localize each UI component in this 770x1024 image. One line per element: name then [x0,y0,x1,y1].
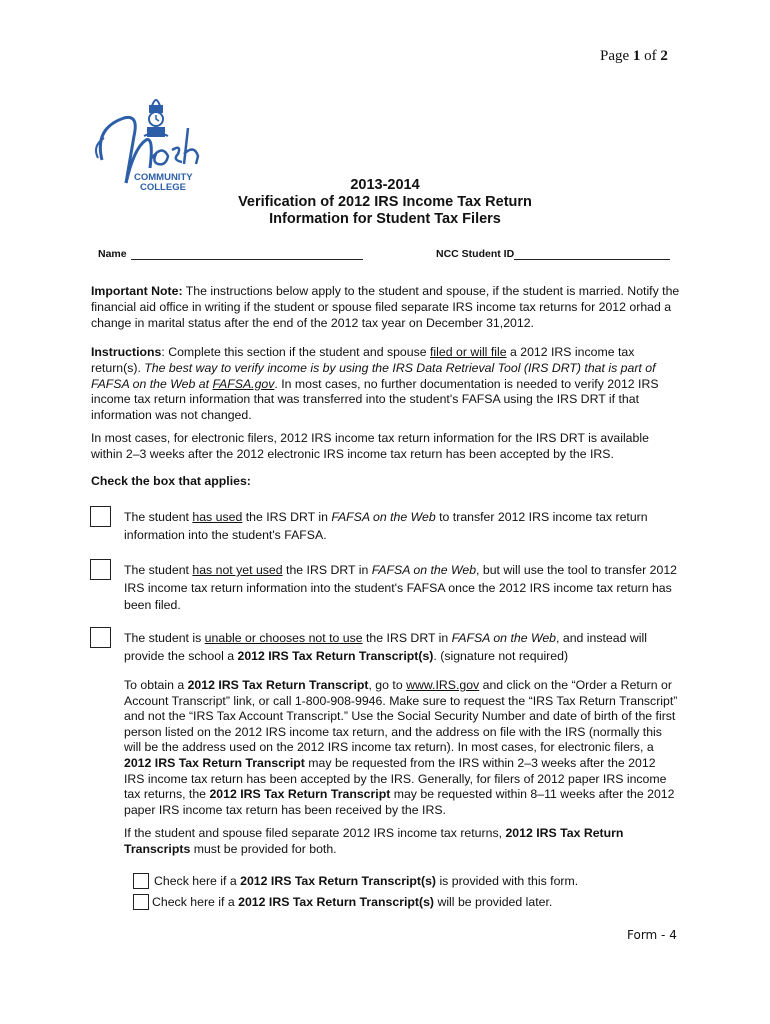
name-label: Name [98,248,127,260]
option2-checkbox[interactable] [90,559,111,580]
form-title [150,177,620,228]
form-number: Form - 4 [627,928,677,942]
instructions-paragraph: Instructions: Complete this section if the student and spouse filed or will file a 2012 IRS income tax return(s). The best way to verify income is by using the IRS Data Retrieval Tool (IRS DRT) that is part of FAFSA on the Web at FAFSA.gov. In most cases, no further documentation is needed to verify 2012 IRS income tax return information that was transferred into the student's FAFSA using the IRS DRT if that information was not changed. [91,345,659,423]
student-id-field[interactable] [514,259,670,260]
title-year: 2013-2014 [350,177,420,193]
electronic-filers-note: In most cases, for electronic filers, 2012 IRS income tax return information for the IRS DRT is available within 2–3 weeks after the 2012 electronic IRS income tax return has been accepted by the IRS. [91,431,649,461]
option3-text: The student is unable or chooses not to use the IRS DRT in FAFSA on the Web, and instead will provide the school a 2012 IRS Tax Return Transcript(s). (signature not required) [124,631,647,663]
fafsa-gov-link[interactable]: FAFSA.gov [212,376,275,391]
logo-text-line2: COLLEGE [140,182,186,193]
transcript-provided-text: Check here if a 2012 IRS Tax Return Transcript(s) is provided with this form. [154,874,579,888]
check-heading: Check the box that applies: [91,474,251,488]
transcript-later-checkbox[interactable] [133,894,149,910]
name-field[interactable] [131,259,363,260]
option1-text: The student has used the IRS DRT in FAFSA on the Web to transfer 2012 IRS income tax return information into the student's FAFSA. [124,510,648,542]
separate-returns-paragraph: If the student and spouse filed separate 2012 IRS income tax returns, 2012 IRS Tax Return Transcripts must be provided for both. [124,826,624,856]
student-id-label: NCC Student ID [436,248,515,260]
title-line2: Verification of 2012 IRS Income Tax Return [238,194,532,210]
transcript-provided-checkbox[interactable] [133,873,149,889]
option3-checkbox[interactable] [90,627,111,648]
option1-checkbox[interactable] [90,506,111,527]
important-note: Important Note: The instructions below apply to the student and spouse, if the student is married. Notify the financial aid office in writing if the student or spouse filed separate IRS income tax returns for 2012 orhad a change in marital status after the end of the 2012 tax year on December 31,2012. [91,284,680,330]
transcript-later-text: Check here if a 2012 IRS Tax Return Transcript(s) will be provided later. [152,895,553,909]
logo-text-line1: COMMUNITY [134,172,193,183]
page-number: Page 1 of 2 [600,48,668,64]
title-line3: Information for Student Tax Filers [269,211,501,227]
obtain-transcript-paragraph: To obtain a 2012 IRS Tax Return Transcript, go to www.IRS.gov and click on the “Order a Return or Account Transcript” link, or call 1-800-908-9946. Make sure to request the “IRS Tax Return Transcript” and not the “IRS Tax Account Transcript.” Use the Social Security Number and date of birth of the first person listed on the 2012 IRS income tax return, and the address on file with the IRS (normally this will be the address used on the 2012 IRS income tax return). In most cases, for electronic filers, a 2012 IRS Tax Return Transcript may be requested from the IRS within 2–3 weeks after the 2012 IRS income tax return has been accepted by the IRS. Generally, for filers of 2012 paper IRS income tax returns, the 2012 IRS Tax Return Transcript may be requested within 8–11 weeks after the 2012 paper IRS income tax return has been received by the IRS. [124,678,678,817]
option2-text: The student has not yet used the IRS DRT in FAFSA on the Web, but will use the tool to transfer 2012 IRS income tax return information into the student's FAFSA once the 2012 IRS income tax return has been filed. [124,563,678,612]
irs-gov-link[interactable]: www.IRS.gov [406,678,480,692]
